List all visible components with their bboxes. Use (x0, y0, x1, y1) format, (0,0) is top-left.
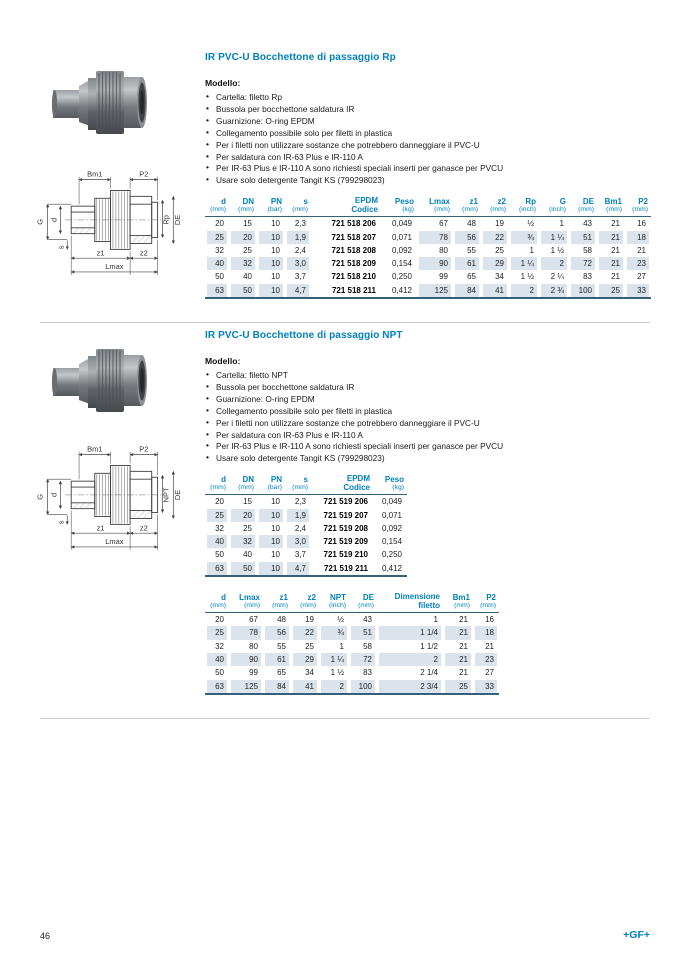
table-cell: 721 518 210 (331, 272, 376, 282)
table-cell: 29 (481, 257, 509, 270)
table-row (205, 562, 407, 575)
section-title: IR PVC-U Bocchettone di passaggio Rp (205, 52, 396, 63)
table-cell: 1 ¼ (509, 257, 539, 270)
column-header: Bm1 (mm) (443, 592, 473, 613)
dimension-table-npt (205, 592, 499, 695)
table-cell: 32 (229, 535, 257, 548)
table-cell: 34 (495, 272, 504, 282)
table-cell: 32 (229, 257, 257, 270)
table-cell: 58 (583, 245, 592, 255)
table-cell: 56 (263, 626, 291, 639)
table-cell: 65 (277, 668, 286, 678)
table-row (205, 509, 407, 522)
table-cell: 4,7 (285, 284, 311, 297)
table-cell: 10 (271, 272, 280, 282)
feature-item: • Collegamento possibile solo per filetti in plastica (205, 128, 655, 140)
table-header-row (205, 474, 407, 495)
table-cell: 15 (243, 497, 252, 507)
table-cell: 2 (539, 257, 569, 270)
dim-label-bm1: Bm1 (87, 169, 103, 179)
table-cell: 20 (215, 615, 224, 625)
table-cell: 10 (257, 562, 285, 575)
table-cell: 100 (569, 284, 597, 297)
column-header: EPDM Codice (311, 196, 381, 217)
table-cell: 10 (271, 550, 280, 560)
column-header: EPDM Codice (311, 474, 373, 495)
table-cell: 0,049 (391, 219, 412, 229)
dim-label-z2: z2 (139, 248, 148, 258)
feature-item: • Cartella: filetto NPT (205, 370, 655, 382)
column-header: z2 (mm) (481, 196, 509, 217)
column-header: Dimensione filetto (377, 592, 443, 613)
table-cell: 2 3/4 (377, 680, 443, 693)
table-cell: 21 (443, 653, 473, 666)
table-row (205, 626, 499, 639)
table-cell: 2 1/4 (420, 668, 438, 678)
table-cell: 27 (485, 668, 494, 678)
dim-label-d: d (49, 492, 59, 497)
table-cell: 18 (625, 231, 651, 244)
table-cell: 33 (473, 680, 499, 693)
dim-label-z1: z1 (96, 523, 105, 533)
feature-item: • Per saldatura con IR-63 Plus e IR-110 A (205, 430, 655, 442)
table-cell: 10 (257, 284, 285, 297)
table-row (205, 640, 499, 653)
table-row (205, 548, 407, 561)
section-npt (205, 330, 655, 695)
table-cell: 80 (249, 641, 258, 651)
table-cell: 3,0 (285, 257, 311, 270)
table-cell: 1,9 (285, 231, 311, 244)
table-cell: 16 (485, 615, 494, 625)
table-cell: 22 (481, 231, 509, 244)
table-row (205, 270, 651, 283)
table-cell: 50 (215, 550, 224, 560)
table-cell: 25 (243, 523, 252, 533)
table-row (205, 495, 407, 508)
feature-item: • Cartella: filetto Rp (205, 92, 655, 104)
table-cell: 721 519 208 (323, 523, 368, 533)
table-cell: 0,412 (381, 563, 402, 573)
table-cell: 721 519 211 (323, 563, 368, 573)
table-cell: 43 (583, 219, 592, 229)
technical-drawing (28, 421, 190, 559)
table-cell: 1 ¼ (539, 231, 569, 244)
table-cell: 1 ½ (330, 668, 344, 678)
table-cell: 21 (611, 219, 620, 229)
column-header: Rp (inch) (509, 196, 539, 217)
dim-label-d: d (49, 217, 59, 222)
table-cell: 78 (417, 231, 453, 244)
table-cell: 40 (205, 257, 229, 270)
dim-label-g: G (35, 493, 45, 500)
table-cell: 21 (597, 257, 625, 270)
table-row (205, 257, 651, 270)
table-cell: 721 519 206 (323, 497, 368, 507)
table-cell: 16 (637, 219, 646, 229)
product-photo (52, 338, 152, 424)
table-cell: 58 (363, 641, 372, 651)
table-row (205, 666, 499, 679)
dim-label-p2: P2 (139, 444, 149, 454)
table-cell: 721 518 208 (331, 245, 376, 255)
section-divider (40, 322, 650, 323)
table-cell: 63 (205, 680, 229, 693)
spec-table-rp (205, 196, 651, 299)
table-cell: 1 1/2 (420, 641, 438, 651)
page-number: 46 (40, 931, 51, 941)
column-header: DE (mm) (349, 592, 377, 613)
table-cell: 65 (467, 272, 476, 282)
table-cell: 721 518 206 (331, 219, 376, 229)
table-cell: 61 (453, 257, 481, 270)
table-row (205, 217, 651, 230)
table-cell: 25 (443, 680, 473, 693)
table-cell: 21 (611, 272, 620, 282)
dim-label-thread: Rp (161, 215, 171, 225)
table-cell: 25 (597, 284, 625, 297)
column-header: DN (mm) (229, 196, 257, 217)
table-cell: 3,0 (285, 535, 311, 548)
table-cell: 10 (271, 523, 280, 533)
table-cell: 25 (205, 626, 229, 639)
table-cell: 19 (305, 615, 314, 625)
table-cell: 21 (459, 668, 468, 678)
table-cell: 0,154 (381, 537, 402, 547)
spec-table-npt (205, 474, 407, 577)
table-cell: 40 (243, 550, 252, 560)
table-cell: 1 1/4 (377, 626, 443, 639)
feature-item: • Per IR-63 Plus e IR-110 A sono richiesti speciali inserti per ganasce per PVCU (205, 441, 655, 453)
dim-label-thread: NPT (161, 487, 171, 503)
table-row (205, 653, 499, 666)
table-cell: 25 (305, 641, 314, 651)
product-photo (52, 60, 152, 146)
table-cell: 20 (215, 219, 224, 229)
table-cell: 56 (453, 231, 481, 244)
table-row (205, 535, 407, 548)
table-cell: 21 (459, 641, 468, 651)
table-cell: 21 (485, 641, 494, 651)
column-header: DN (mm) (229, 474, 257, 495)
column-header: d (mm) (205, 196, 229, 217)
table-cell: 19 (495, 219, 504, 229)
table-cell: 55 (467, 245, 476, 255)
table-cell: 20 (229, 231, 257, 244)
table-cell: 10 (257, 509, 285, 522)
column-header: NPT (inch) (319, 592, 349, 613)
table-cell: 90 (229, 653, 263, 666)
column-header: Lmax (mm) (417, 196, 453, 217)
table-cell: 25 (495, 245, 504, 255)
dim-label-lmax: Lmax (105, 537, 124, 546)
table-cell: 32 (215, 641, 224, 651)
table-cell: 72 (569, 257, 597, 270)
table-cell: 2,4 (294, 523, 306, 533)
dim-label-g: G (35, 218, 45, 225)
feature-item: • Per i filetti non utilizzare sostanze che potrebbero danneggiare il PVC-U (205, 418, 655, 430)
table-cell: 84 (453, 284, 481, 297)
table-cell: 10 (271, 497, 280, 507)
model-label: Modello: (205, 356, 241, 366)
table-cell: 90 (417, 257, 453, 270)
table-cell: 51 (349, 626, 377, 639)
table-cell: 21 (611, 245, 620, 255)
table-cell: 1 (529, 245, 534, 255)
table-cell: 2 ¾ (539, 284, 569, 297)
table-cell: 34 (305, 668, 314, 678)
dim-label-de: DE (173, 214, 183, 226)
table-cell: 84 (263, 680, 291, 693)
table-cell: 2,3 (294, 219, 306, 229)
table-cell: 10 (271, 219, 280, 229)
table-cell: 21 (637, 245, 646, 255)
feature-item: • Guarnizione: O-ring EPDM (205, 394, 655, 406)
table-cell: ½ (527, 219, 534, 229)
table-cell: 1 ¼ (319, 653, 349, 666)
table-cell: 100 (349, 680, 377, 693)
table-cell: 721 519 207 (323, 510, 368, 520)
section-rp (205, 52, 655, 299)
table-cell: 0,154 (391, 259, 412, 269)
table-cell: 25 (243, 245, 252, 255)
feature-item: • Per IR-63 Plus e IR-110 A sono richiesti speciali inserti per ganasce per PVCU (205, 163, 655, 175)
dim-label-s: s (56, 245, 66, 250)
table-cell: 2 (319, 680, 349, 693)
table-cell: 40 (205, 653, 229, 666)
table-cell: 21 (459, 615, 468, 625)
table-cell: 721 519 210 (323, 550, 368, 560)
table-cell: 0,092 (391, 245, 412, 255)
section-title: IR PVC-U Bocchettone di passaggio NPT (205, 330, 403, 341)
column-header: Bm1 (mm) (597, 196, 625, 217)
table-cell: 29 (291, 653, 319, 666)
feature-item: • Bussola per bocchettone saldatura IR (205, 382, 655, 394)
table-cell: ½ (337, 615, 344, 625)
dim-label-z2: z2 (139, 523, 148, 533)
table-cell: 63 (205, 562, 229, 575)
dim-label-de: DE (173, 489, 183, 501)
column-header: d (mm) (205, 592, 229, 613)
table-cell: 18 (473, 626, 499, 639)
feature-item: • Per i filetti non utilizzare sostanze che potrebbero danneggiare il PVC-U (205, 140, 655, 152)
table-cell: 99 (249, 668, 258, 678)
table-cell: ¾ (509, 231, 539, 244)
table-cell: 27 (637, 272, 646, 282)
table-row (205, 284, 651, 297)
table-cell: ¾ (319, 626, 349, 639)
dim-label-s: s (56, 520, 66, 525)
table-cell: 2,4 (294, 245, 306, 255)
feature-list (205, 370, 655, 465)
column-header: Lmax (mm) (229, 592, 263, 613)
table-cell: 20 (229, 509, 257, 522)
table-cell: 40 (243, 272, 252, 282)
table-cell: 48 (277, 615, 286, 625)
table-cell: 0,049 (381, 497, 402, 507)
table-row (205, 680, 499, 693)
table-cell: 3,7 (294, 550, 306, 560)
table-cell: 83 (583, 272, 592, 282)
table-cell: 21 (597, 231, 625, 244)
table-cell: 41 (291, 680, 319, 693)
column-header: z1 (mm) (453, 196, 481, 217)
column-header: s (mm) (285, 196, 311, 217)
dim-label-lmax: Lmax (105, 262, 124, 271)
table-row (205, 522, 407, 535)
table-cell: 1 (339, 641, 344, 651)
table-cell: 43 (363, 615, 372, 625)
table-cell: 80 (439, 245, 448, 255)
column-header: d (mm) (205, 474, 229, 495)
model-label: Modello: (205, 78, 241, 88)
column-header: PN (bar) (257, 474, 285, 495)
table-cell: 63 (205, 284, 229, 297)
table-cell: 0,250 (381, 550, 402, 560)
column-header: s (mm) (285, 474, 311, 495)
section-divider (40, 718, 650, 719)
table-cell: 10 (257, 257, 285, 270)
column-header: Peso (kg) (373, 474, 407, 495)
table-cell: 721 519 209 (323, 537, 368, 547)
column-header: PN (bar) (257, 196, 285, 217)
table-cell: 50 (215, 668, 224, 678)
gf-logo: +GF+ (623, 929, 650, 941)
table-cell: 83 (363, 668, 372, 678)
table-cell: 15 (243, 219, 252, 229)
table-cell: 40 (205, 535, 229, 548)
table-cell: 1 ½ (520, 272, 534, 282)
table-cell: 50 (229, 562, 257, 575)
table-cell: 10 (257, 535, 285, 548)
table-cell: 0,250 (391, 272, 412, 282)
table-cell: 78 (229, 626, 263, 639)
table-cell: 4,7 (285, 562, 311, 575)
column-header: G (inch) (539, 196, 569, 217)
table-cell: 3,7 (294, 272, 306, 282)
table-cell: 20 (215, 497, 224, 507)
feature-item: • Usare solo detergente Tangit KS (799298023) (205, 453, 655, 465)
table-cell: 23 (625, 257, 651, 270)
feature-item: • Collegamento possibile solo per filetti in plastica (205, 406, 655, 418)
table-cell: 2 ¼ (550, 272, 564, 282)
table-row (205, 231, 651, 244)
table-cell: 1 ½ (550, 245, 564, 255)
table-cell: 721 518 207 (331, 232, 376, 242)
dim-label-z1: z1 (96, 248, 105, 258)
table-cell: 1,9 (285, 509, 311, 522)
table-cell: 67 (439, 219, 448, 229)
feature-item: • Usare solo detergente Tangit KS (799298023) (205, 175, 655, 187)
feature-list (205, 92, 655, 187)
table-cell: 125 (417, 284, 453, 297)
dim-label-bm1: Bm1 (87, 444, 103, 454)
table-cell: 33 (625, 284, 651, 297)
table-cell: 721 518 209 (331, 259, 376, 269)
dim-label-p2: P2 (139, 169, 149, 179)
table-cell: 50 (229, 284, 257, 297)
table-cell: 72 (349, 653, 377, 666)
feature-item: • Bussola per bocchettone saldatura IR (205, 104, 655, 116)
table-cell: 41 (481, 284, 509, 297)
table-cell: 2 (509, 284, 539, 297)
table-cell: 1 (559, 219, 564, 229)
column-header: P2 (mm) (625, 196, 651, 217)
table-cell: 32 (215, 523, 224, 533)
table-row (205, 613, 499, 626)
column-header: DE (mm) (569, 196, 597, 217)
table-cell: 10 (271, 245, 280, 255)
table-cell: 32 (215, 245, 224, 255)
table-cell: 721 518 211 (331, 285, 376, 295)
column-header: Peso (kg) (381, 196, 417, 217)
table-cell: 22 (291, 626, 319, 639)
table-cell: 25 (205, 231, 229, 244)
table-cell: 61 (263, 653, 291, 666)
table-header-row (205, 196, 651, 217)
column-header: z1 (mm) (263, 592, 291, 613)
table-cell: 50 (215, 272, 224, 282)
table-cell: 21 (443, 626, 473, 639)
technical-drawing (28, 146, 190, 284)
table-cell: 0,412 (391, 285, 412, 295)
table-cell: 23 (473, 653, 499, 666)
table-row (205, 244, 651, 257)
feature-item: • Per saldatura con IR-63 Plus e IR-110 A (205, 152, 655, 164)
table-cell: 10 (257, 231, 285, 244)
table-header-row (205, 592, 499, 613)
column-header: P2 (mm) (473, 592, 499, 613)
table-cell: 48 (467, 219, 476, 229)
table-cell: 55 (277, 641, 286, 651)
table-cell: 51 (569, 231, 597, 244)
table-cell: 1 (433, 615, 438, 625)
table-cell: 0,092 (381, 523, 402, 533)
column-header: z2 (mm) (291, 592, 319, 613)
table-cell: 125 (229, 680, 263, 693)
feature-item: • Guarnizione: O-ring EPDM (205, 116, 655, 128)
table-cell: 0,071 (391, 232, 412, 242)
table-cell: 25 (205, 509, 229, 522)
table-cell: 67 (249, 615, 258, 625)
table-cell: 2 (377, 653, 443, 666)
table-cell: 0,071 (381, 510, 402, 520)
table-cell: 2,3 (294, 497, 306, 507)
table-cell: 99 (439, 272, 448, 282)
